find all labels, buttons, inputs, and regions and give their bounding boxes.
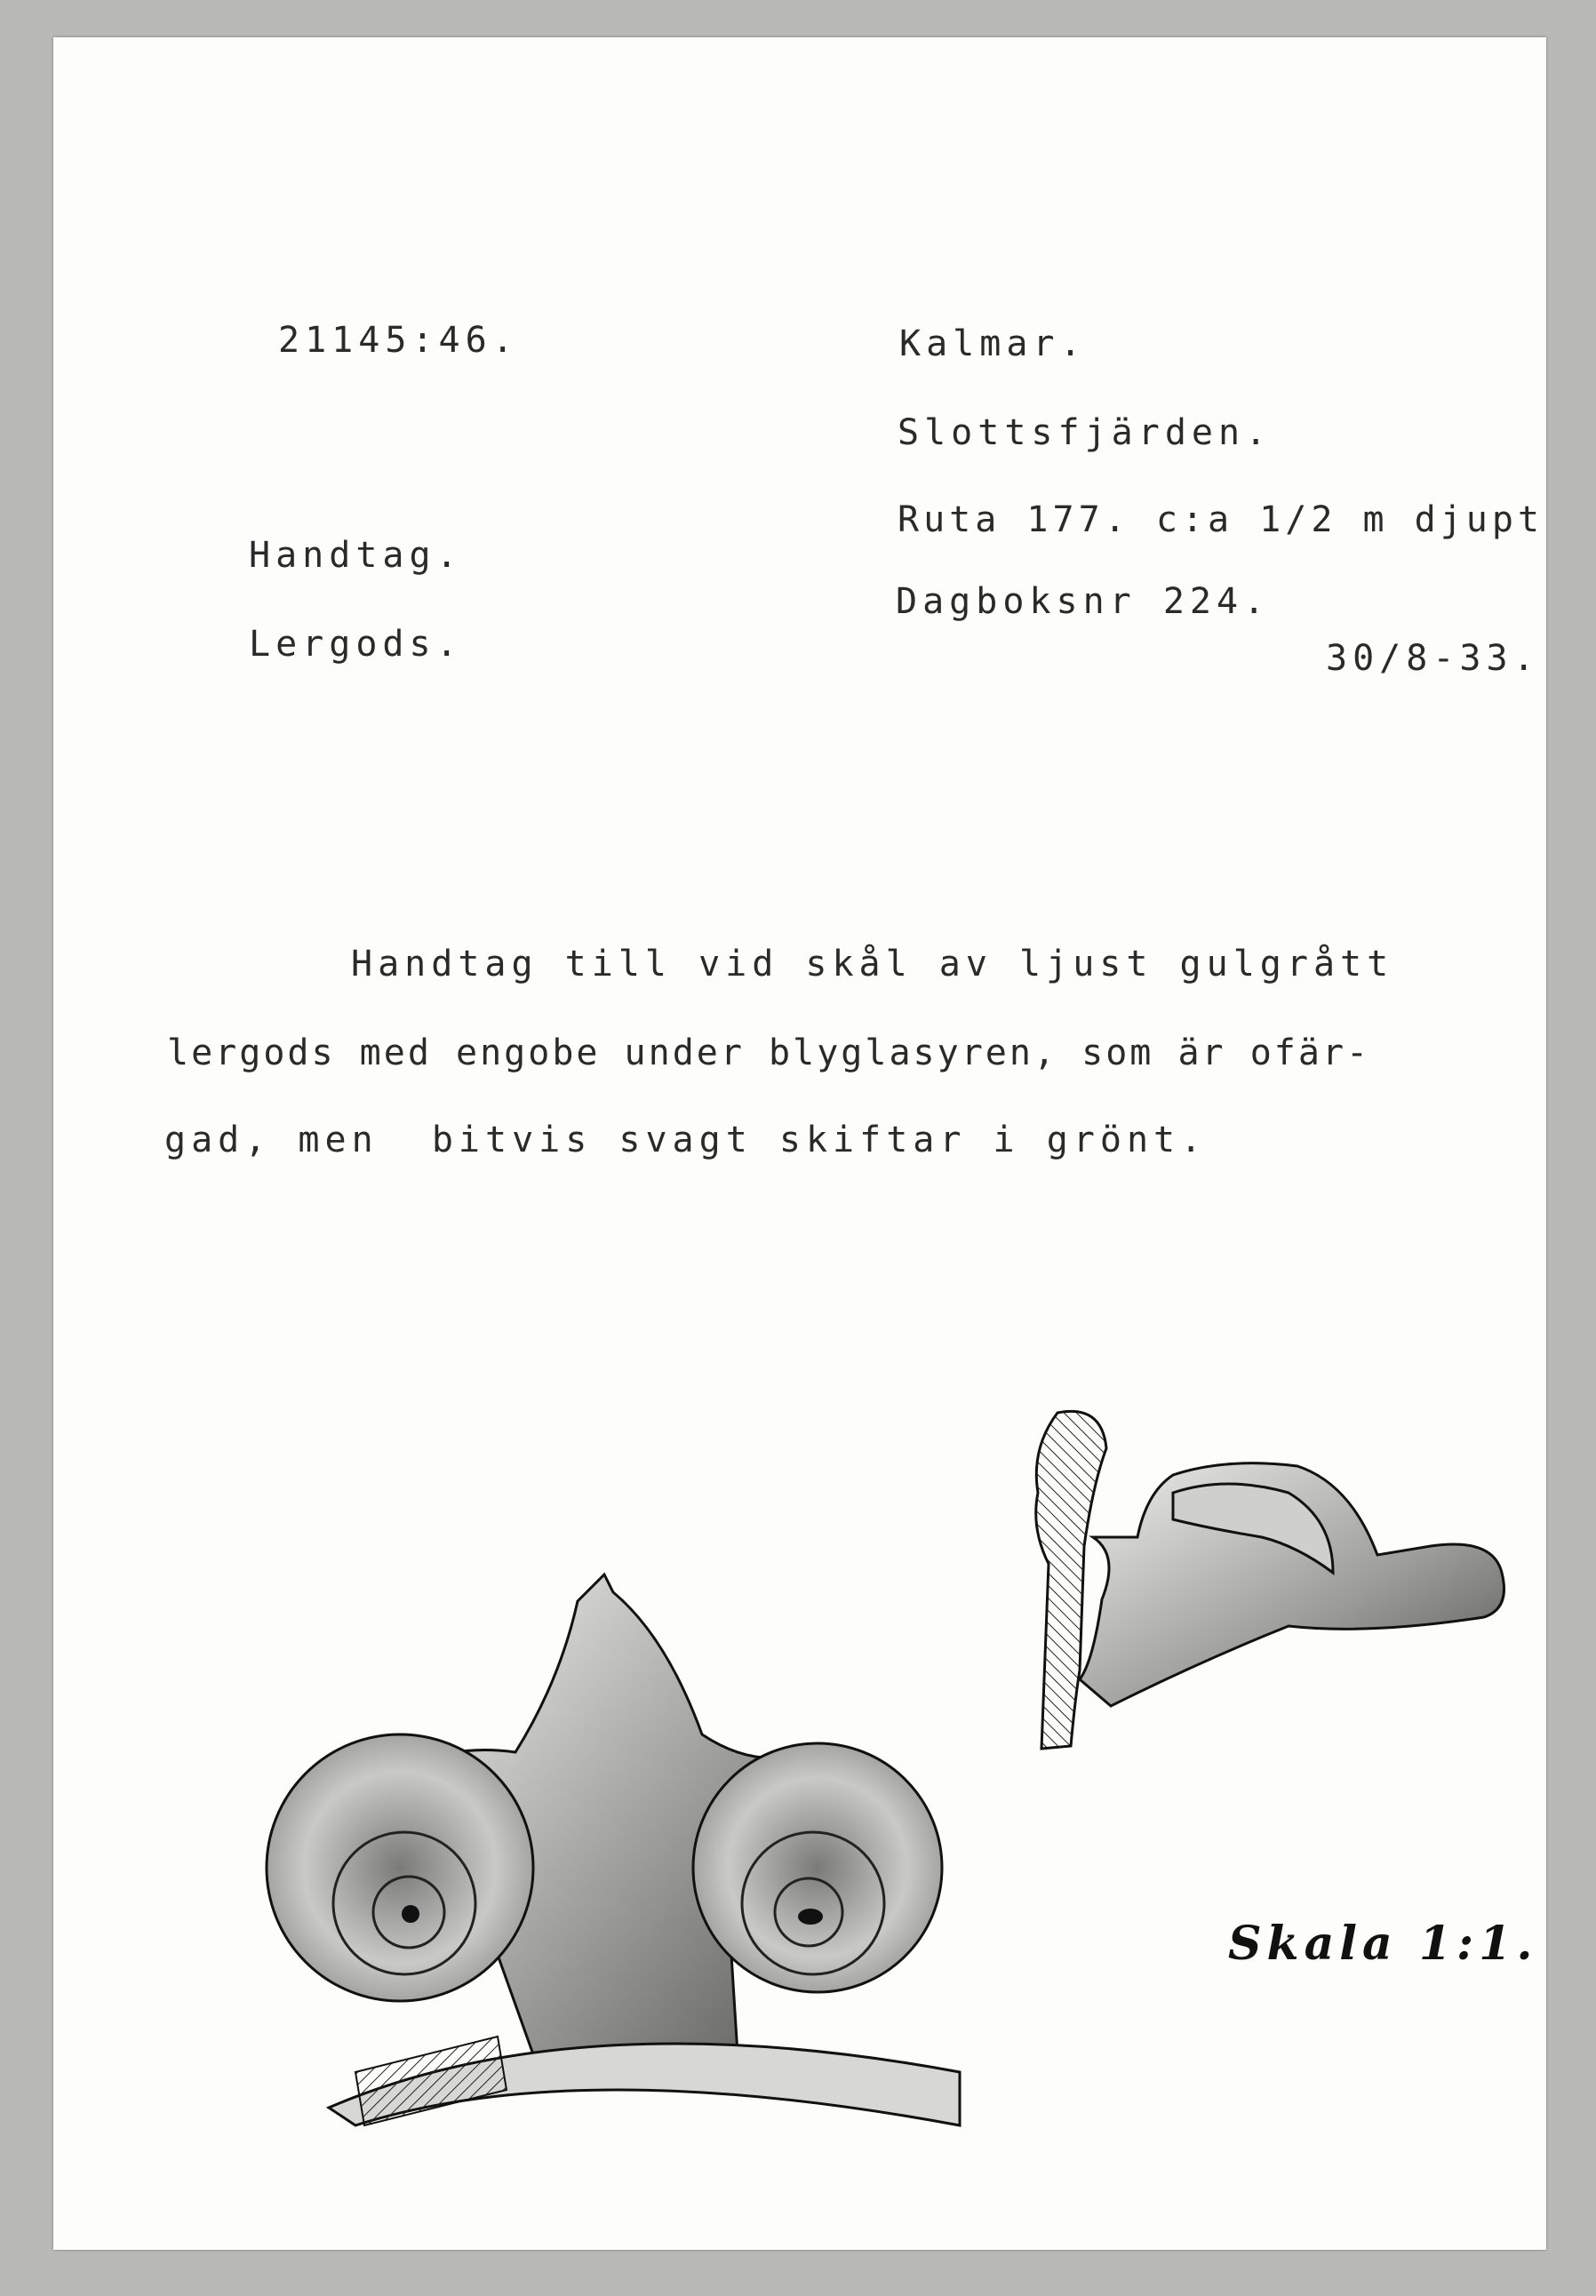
description-line-2: lergods med engobe under blyglasyren, som är ofär-: [167, 1032, 1371, 1073]
location-city: Kalmar.: [899, 323, 1087, 364]
handle-front-view-drawing: [222, 1503, 1022, 2143]
catalog-number: 21145:46.: [278, 320, 519, 361]
material: Lergods.: [249, 624, 463, 665]
description-line-3: gad, men bitvis svagt skiftar i grönt.: [164, 1120, 1208, 1160]
location-site: Slottsfjärden.: [898, 412, 1273, 453]
diary-number: Dagboksnr 224.: [896, 581, 1271, 622]
description-line-1: Handtag till vid skål av ljust gulgrått: [351, 944, 1394, 985]
catalog-card: [53, 37, 1546, 2250]
handle-profile-view-drawing: [995, 1395, 1546, 1804]
scale-label: Skala 1:1.: [1228, 1917, 1538, 1971]
location-grid: Ruta 177. c:a 1/2 m djupt: [898, 499, 1544, 540]
object-name: Handtag.: [249, 535, 463, 576]
date: 30/8-33.: [1326, 638, 1540, 679]
